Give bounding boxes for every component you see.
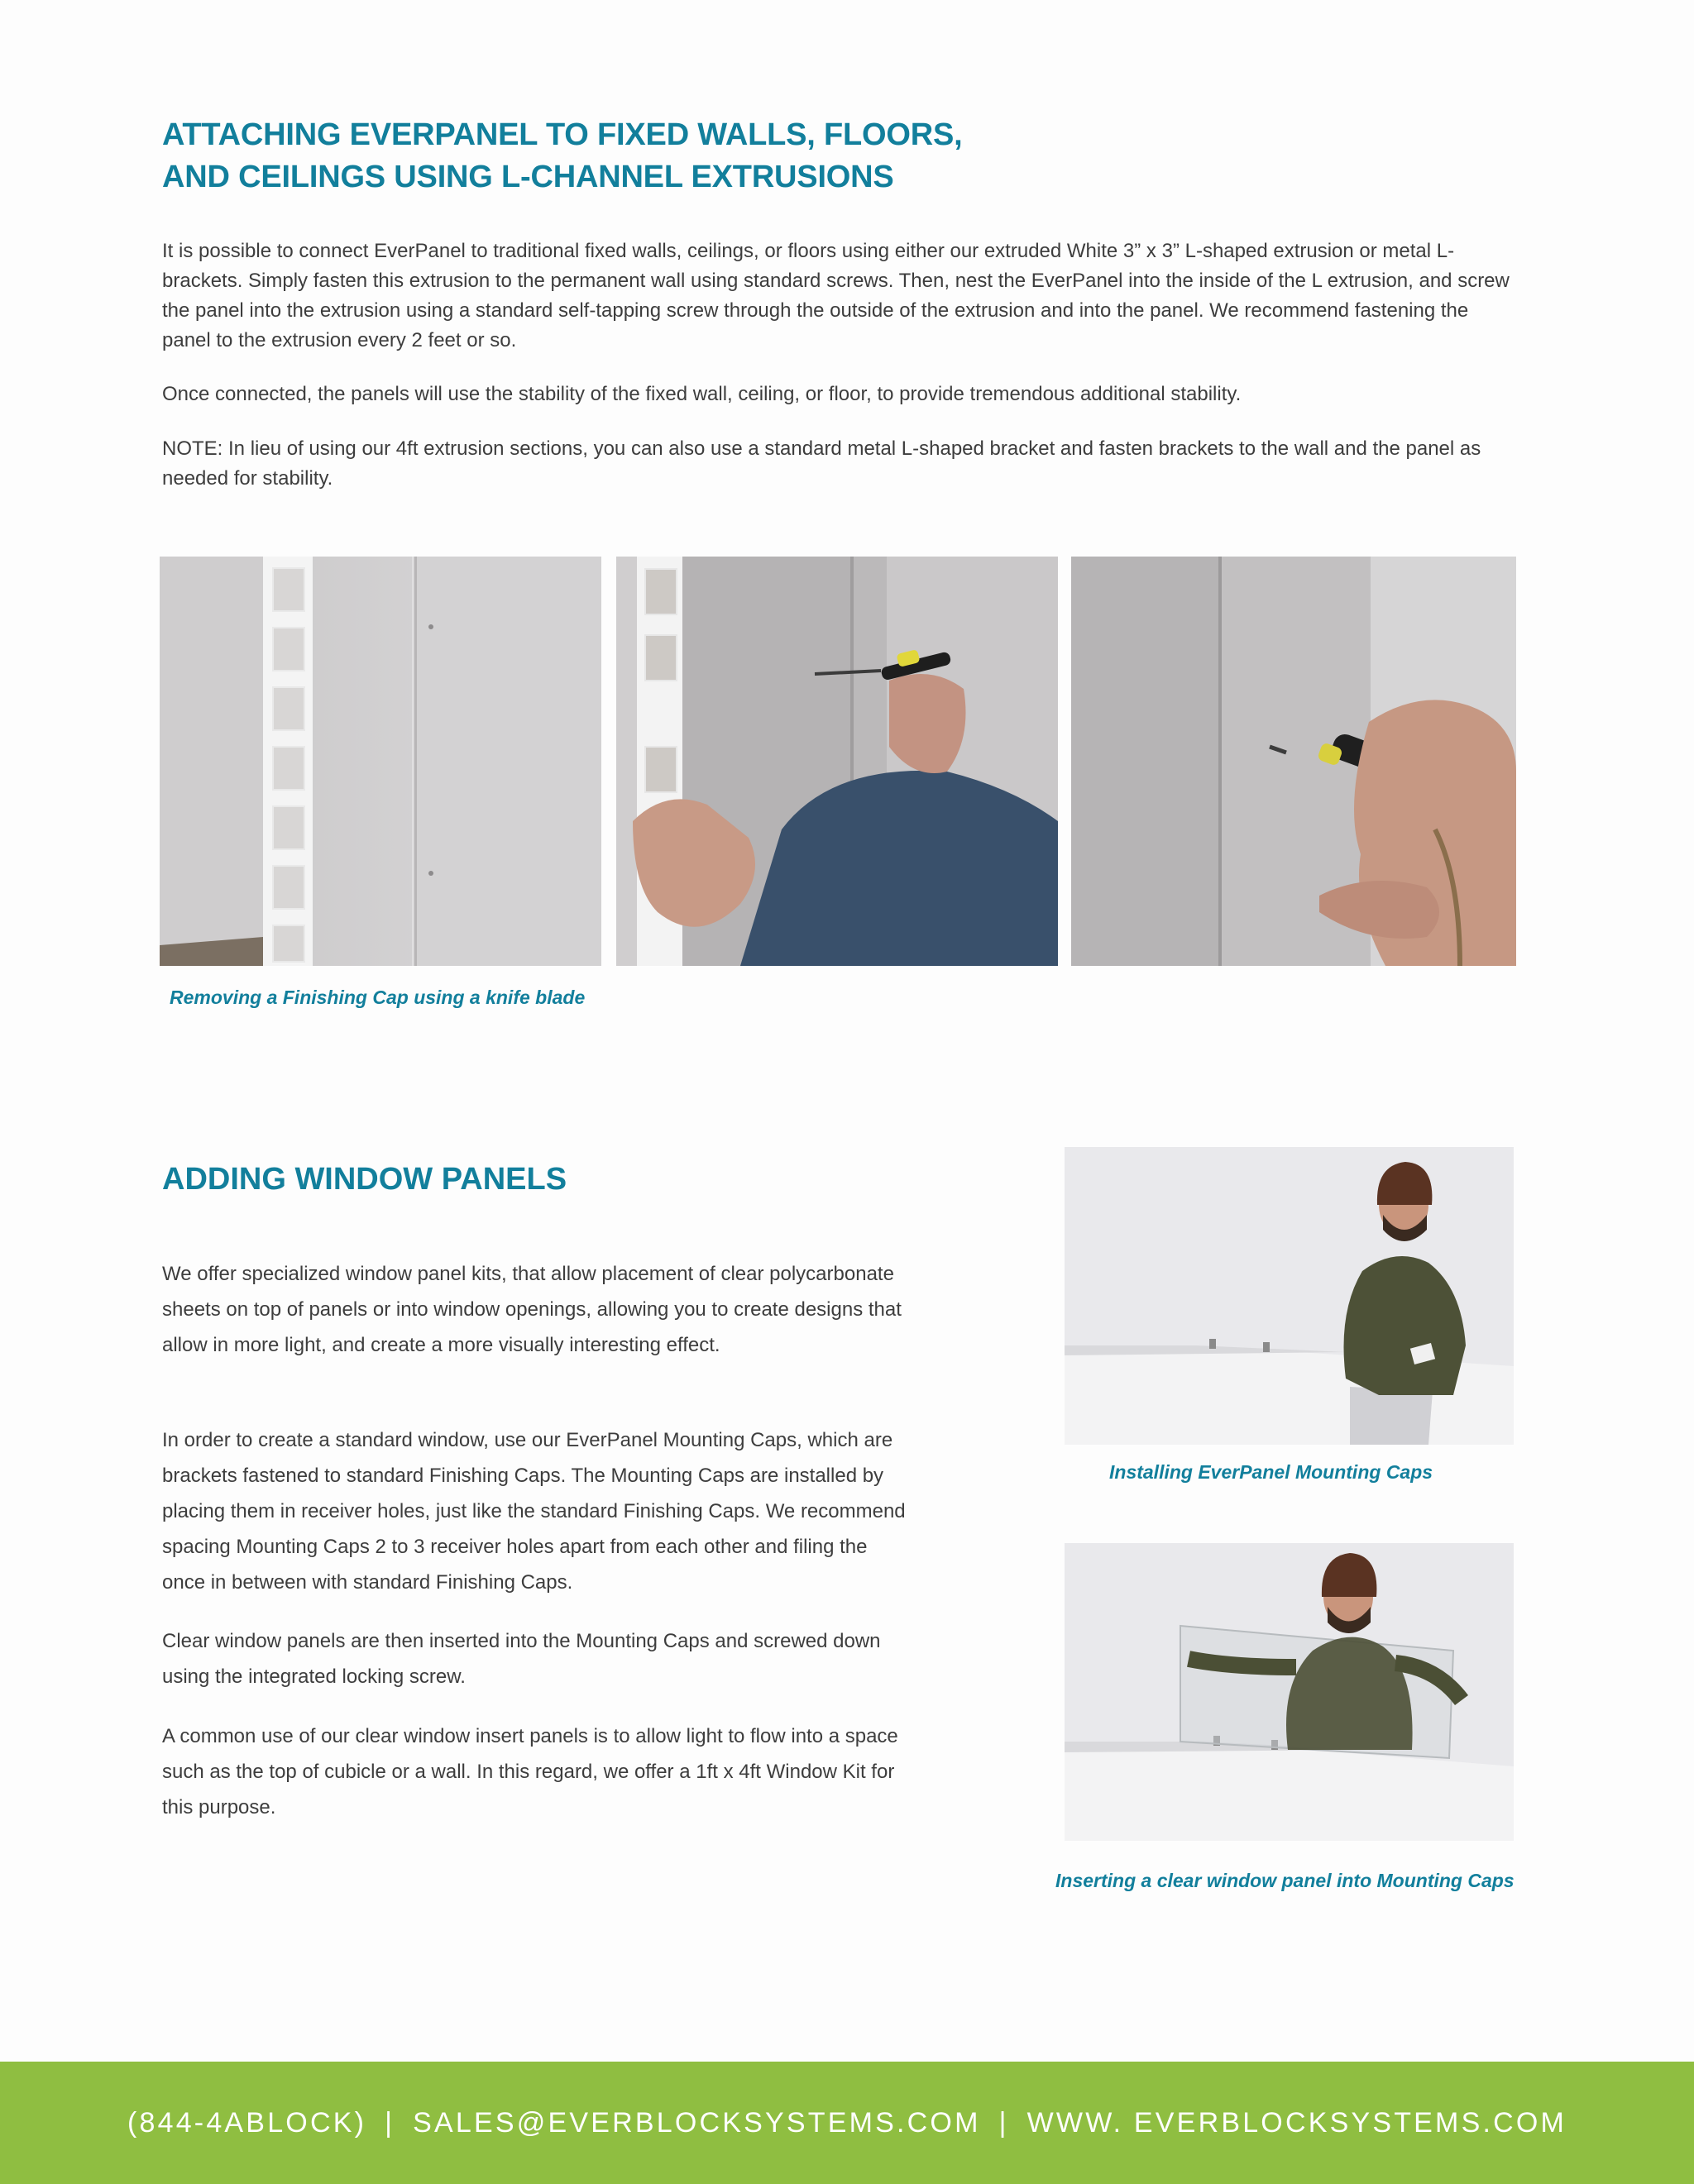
footer-separator: | <box>998 2106 1009 2139</box>
section-title-window-panels: ADDING WINDOW PANELS <box>162 1162 567 1197</box>
photo-installing-mounting-caps <box>1065 1147 1514 1445</box>
section-title-l-channel <box>162 114 1155 198</box>
footer-bar <box>0 2062 1694 2184</box>
paragraph-clear-panels: Clear window panels are then inserted into the Mounting Caps and screwed down using the integrated locking screw. <box>162 1630 881 1688</box>
caption-finishing-cap: Removing a Finishing Cap using a knife blade <box>170 987 586 1008</box>
footer-phone[interactable]: (844-4ABLOCK) <box>127 2106 367 2139</box>
section-title-line-1: ATTACHING EVERPANEL TO FIXED WALLS, FLOORS, <box>162 117 963 152</box>
footer-separator: | <box>385 2106 395 2139</box>
photo-screwing-extrusion <box>616 557 1058 966</box>
footer-website[interactable]: WWW. EVERBLOCKSYSTEMS.COM <box>1026 2106 1567 2139</box>
paragraph-mounting-caps: In order to create a standard window, use our EverPanel Mounting Caps, which are brackets fastened to standard Finishing Caps. The Mounting Caps are installed by placing them in receiver holes, just like the standard Finishing Caps. We recommend spacing Mounting Caps 2 to 3 receiver holes apart from each other and filing the once in between with standard Finishing Caps. <box>162 1429 906 1594</box>
photo-screwdriver-closeup <box>1071 557 1516 966</box>
caption-inserting-clear-panel: Inserting a clear window panel into Mounting Caps <box>1055 1870 1515 1891</box>
caption-installing-mounting-caps: Installing EverPanel Mounting Caps <box>1109 1461 1433 1483</box>
paragraph-window-kits: We offer specialized window panel kits, that allow placement of clear polycarbonate sheets on top of panels or into window openings, allowing you to create designs that allow in more light, and create a more visually interesting effect. <box>162 1263 902 1356</box>
paragraph-note: NOTE: In lieu of using our 4ft extrusion sections, you can also use a standard metal L-shaped bracket and fasten brackets to the wall and the panel as needed for stability. <box>162 437 1481 490</box>
paragraph-l-channel-intro: It is possible to connect EverPanel to traditional fixed walls, ceilings, or floors using either our extruded White 3” x 3” L-shaped extrusion or metal L-brackets. Simply fasten this extrusion to the permanent wall using standard screws. Then, nest the EverPanel into the inside of the L extrusion, and screw the panel into the extrusion using a standard self-tapping screw through the outside of the extrusion and into the panel. We recommend fastening the panel to the extrusion every 2 feet or so. <box>162 240 1510 351</box>
photo-extrusion-wall <box>160 557 601 966</box>
paragraph-cubicle-use: A common use of our clear window insert panels is to allow light to flow into a space such as the top of cubicle or a wall. In this regard, we offer a 1ft x 4ft Window Kit for this purpose. <box>162 1725 898 1818</box>
section-title-line-2: AND CEILINGS USING L-CHANNEL EXTRUSIONS <box>162 160 894 194</box>
paragraph-stability: Once connected, the panels will use the stability of the fixed wall, ceiling, or floor, to provide tremendous additional stability. <box>162 383 1242 405</box>
photo-inserting-clear-panel <box>1065 1543 1514 1841</box>
footer-contact <box>0 2062 1694 2184</box>
footer-email[interactable]: SALES@EVERBLOCKSYSTEMS.COM <box>413 2106 981 2139</box>
